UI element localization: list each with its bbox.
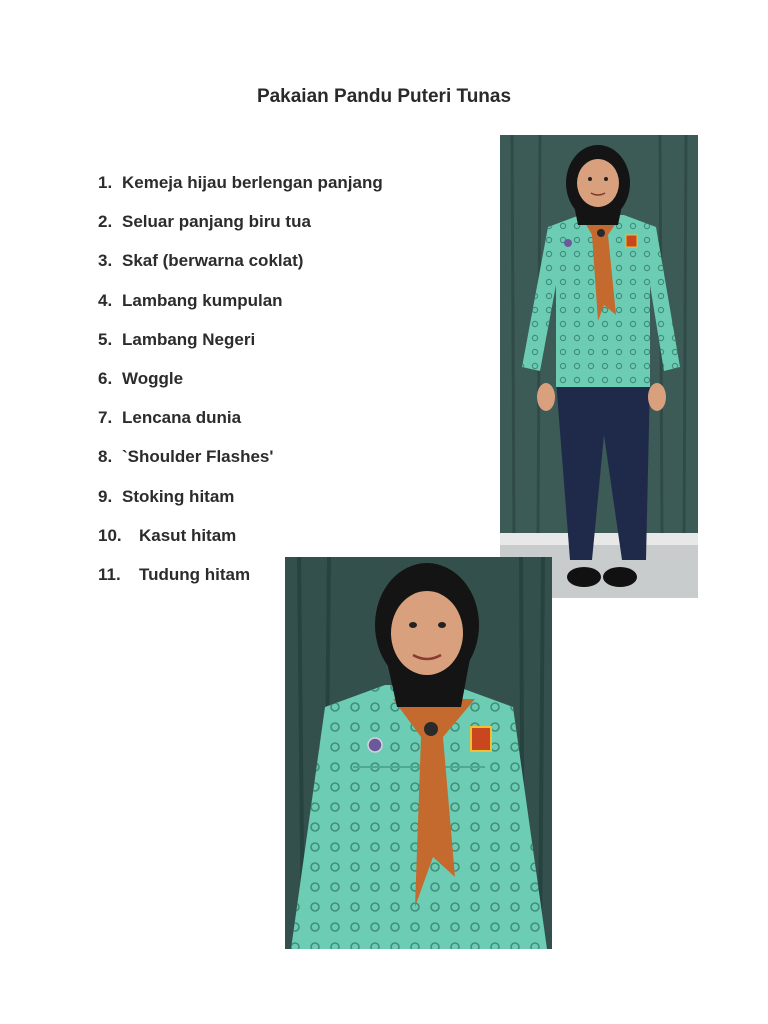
list-item: 6. Woggle	[98, 368, 184, 388]
uniform-item-list	[98, 173, 383, 604]
list-item: 9. Stoking hitam	[98, 486, 235, 506]
face	[391, 591, 463, 675]
state-badge	[626, 235, 637, 247]
list-item: 7. Lencana dunia	[98, 408, 242, 428]
list-item: 3. Skaf (berwarna coklat)	[98, 251, 304, 271]
world-badge	[368, 738, 382, 752]
close-up-photo	[285, 557, 552, 949]
page-title: Pakaian Pandu Puteri Tunas	[256, 86, 512, 107]
list-item: 4. Lambang kumpulan	[98, 290, 283, 310]
list-item: 5. Lambang Negeri	[98, 329, 256, 349]
list-item: 10. Kasut hitam	[98, 525, 237, 545]
shoe-left	[567, 567, 601, 587]
list-item: 1. Kemeja hijau berlengan panjang	[98, 173, 383, 192]
woggle	[424, 722, 438, 736]
list-item: 8. `Shoulder Flashes'	[98, 447, 274, 467]
shoe-right	[603, 567, 637, 587]
full-body-photo	[500, 135, 698, 598]
woggle	[597, 229, 605, 237]
face	[577, 159, 619, 207]
list-item: 11. Tudung hitam	[98, 564, 251, 584]
list-item: 2. Seluar panjang biru tua	[98, 212, 311, 232]
state-badge	[471, 727, 491, 751]
world-badge	[564, 239, 572, 247]
